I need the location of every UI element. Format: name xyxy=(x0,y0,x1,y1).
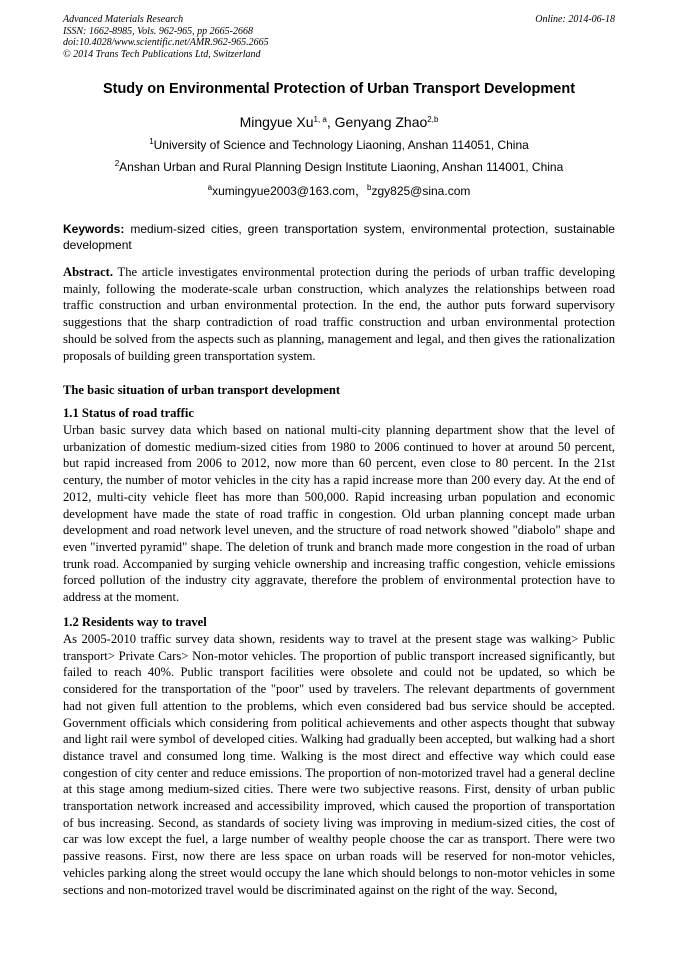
email-b[interactable]: zgy825@sina.com xyxy=(371,184,471,198)
affiliation-2-sup: 2 xyxy=(114,159,120,168)
author-line xyxy=(63,114,615,130)
paper-title: Study on Environmental Protection of Urban Transport Development xyxy=(102,81,576,97)
abstract-text: The article investigates environmental protection during the periods of urban traffic developing mainly, following the moderate-scale urban construction, which analyzes the relationships between road traffic construction and urban environmental protection. In the end, the author puts forward supervisory suggestions that the sharp contradiction of road traffic construction and urban environmental protection should be solved from the aspects such as planning, management and legal, and then gives the rationalization proposals of building green transportation system. xyxy=(63,265,616,363)
author-1-sup: 1, a xyxy=(313,115,327,124)
journal-name: Advanced Materials Research xyxy=(63,14,184,25)
affiliation-1-text: University of Science and Technology Liaoning, Anshan 114051, China xyxy=(153,138,529,152)
copyright-line: © 2014 Trans Tech Publications Ltd, Switzerland xyxy=(63,48,261,60)
email-a[interactable]: xumingyue2003@163.com xyxy=(212,184,355,198)
issn-line: ISSN: 1662-8985, Vols. 962-965, pp 2665-2668 xyxy=(63,25,253,37)
email-separator: ， xyxy=(355,184,368,198)
email-line xyxy=(63,182,615,199)
keywords-label: Keywords: xyxy=(63,222,125,236)
affiliation-2 xyxy=(63,160,615,174)
journal-header xyxy=(63,14,615,60)
section-heading: The basic situation of urban transport development xyxy=(63,383,341,397)
subsection-1-2-heading: 1.2 Residents way to travel xyxy=(63,615,207,629)
paragraph-1-1: Urban basic survey data which based on national multi-city planning department show that the level of urbanization of domestic medium-sized cities from 1980 to 2006 continued to hover at around 50 percent, but rapid increased from 2006 to 2012, now more than 60 percent, even close to 80 percent. In the 21st century, the number of motor vehicles in the city has a rapid increase more than 200 every day. At the end of 2012, multi-city vehicle fleet has more than 500,000. Rapid increasing urban population and economic development have made the state of road traffic in congestion. Old urban planning concept made urban development and road network level uneven, and the structure of road network showed "diabolo" shape and even "inverted pyramid" shape. The deletion of trunk and branch made more congestion in the road of urban trunk road. Accompanied by surging vehicle ownership and increasing traffic congestion, vehicle emissions forced pollution of the industry city aggravate, therefore the problem of environmental protection have to address at the moment. xyxy=(63,423,615,605)
keywords-text: medium-sized cities, green transportation system, environmental protection, sustainable development xyxy=(63,222,615,252)
email-b-sup: b xyxy=(367,183,372,192)
author-1: Mingyue Xu xyxy=(239,114,314,130)
affiliation-1 xyxy=(63,138,615,152)
author-separator: , xyxy=(326,114,335,130)
affiliation-2-text: Anshan Urban and Rural Planning Design Institute Liaoning, Anshan 114001, China xyxy=(119,160,564,174)
affiliation-1-sup: 1 xyxy=(149,137,154,146)
author-2-sup: 2,b xyxy=(427,115,439,124)
paragraph-1-2: As 2005-2010 traffic survey data shown, residents way to travel at the present stage was walking> Public transport> Private Cars> Non-motor vehicles. The proportion of public transport increased significantly, but failed to reach 40%. Public transport facilities were obsolete and could not be updated, so which be considered for the transportation of the "poor" used by travelers. The relevant departments of government had not given full attention to the problems, which even considered bad bus service should be accepted. Government officials which considering from political achievements and other aspects thought that subway and light rail were symbol of developed cities. Walking had gradually been accepted, but walking had a short distance travel and consumed long time. Walking is the most direct and effective way which could ease congestion of city center and reduce emissions. The proportion of non-motorized travel had a general decline at this stage among medium-sized cities. There were two subjective reasons. First, density of urban public transportation network increased and accessibility improved, which caused the proportion of transportation of bus increasing. Second, as standards of society living was improving in medium-sized cities, the cost of car was low except the fuel, a large number of wealthy people choose the car as transport. There were two passive reasons. First, now there are less space on urban roads will be reserved for non-motor vehicles, vehicles parking along the street would occupy the lane which should belongs to non-motor vehicles in some sections and non-motorized travel would be discriminated against on the right of the way. Second, xyxy=(63,632,615,897)
abstract-label: Abstract. xyxy=(63,265,114,279)
email-a-sup: a xyxy=(207,183,213,192)
author-2: Genyang Zhao xyxy=(334,114,428,130)
doi-line[interactable]: doi:10.4028/www.scientific.net/AMR.962-965.2665 xyxy=(63,37,269,48)
abstract xyxy=(63,264,615,364)
keywords xyxy=(63,221,615,253)
online-date: Online: 2014-06-18 xyxy=(535,14,615,25)
subsection-1-1-heading: 1.1 Status of road traffic xyxy=(63,406,194,420)
